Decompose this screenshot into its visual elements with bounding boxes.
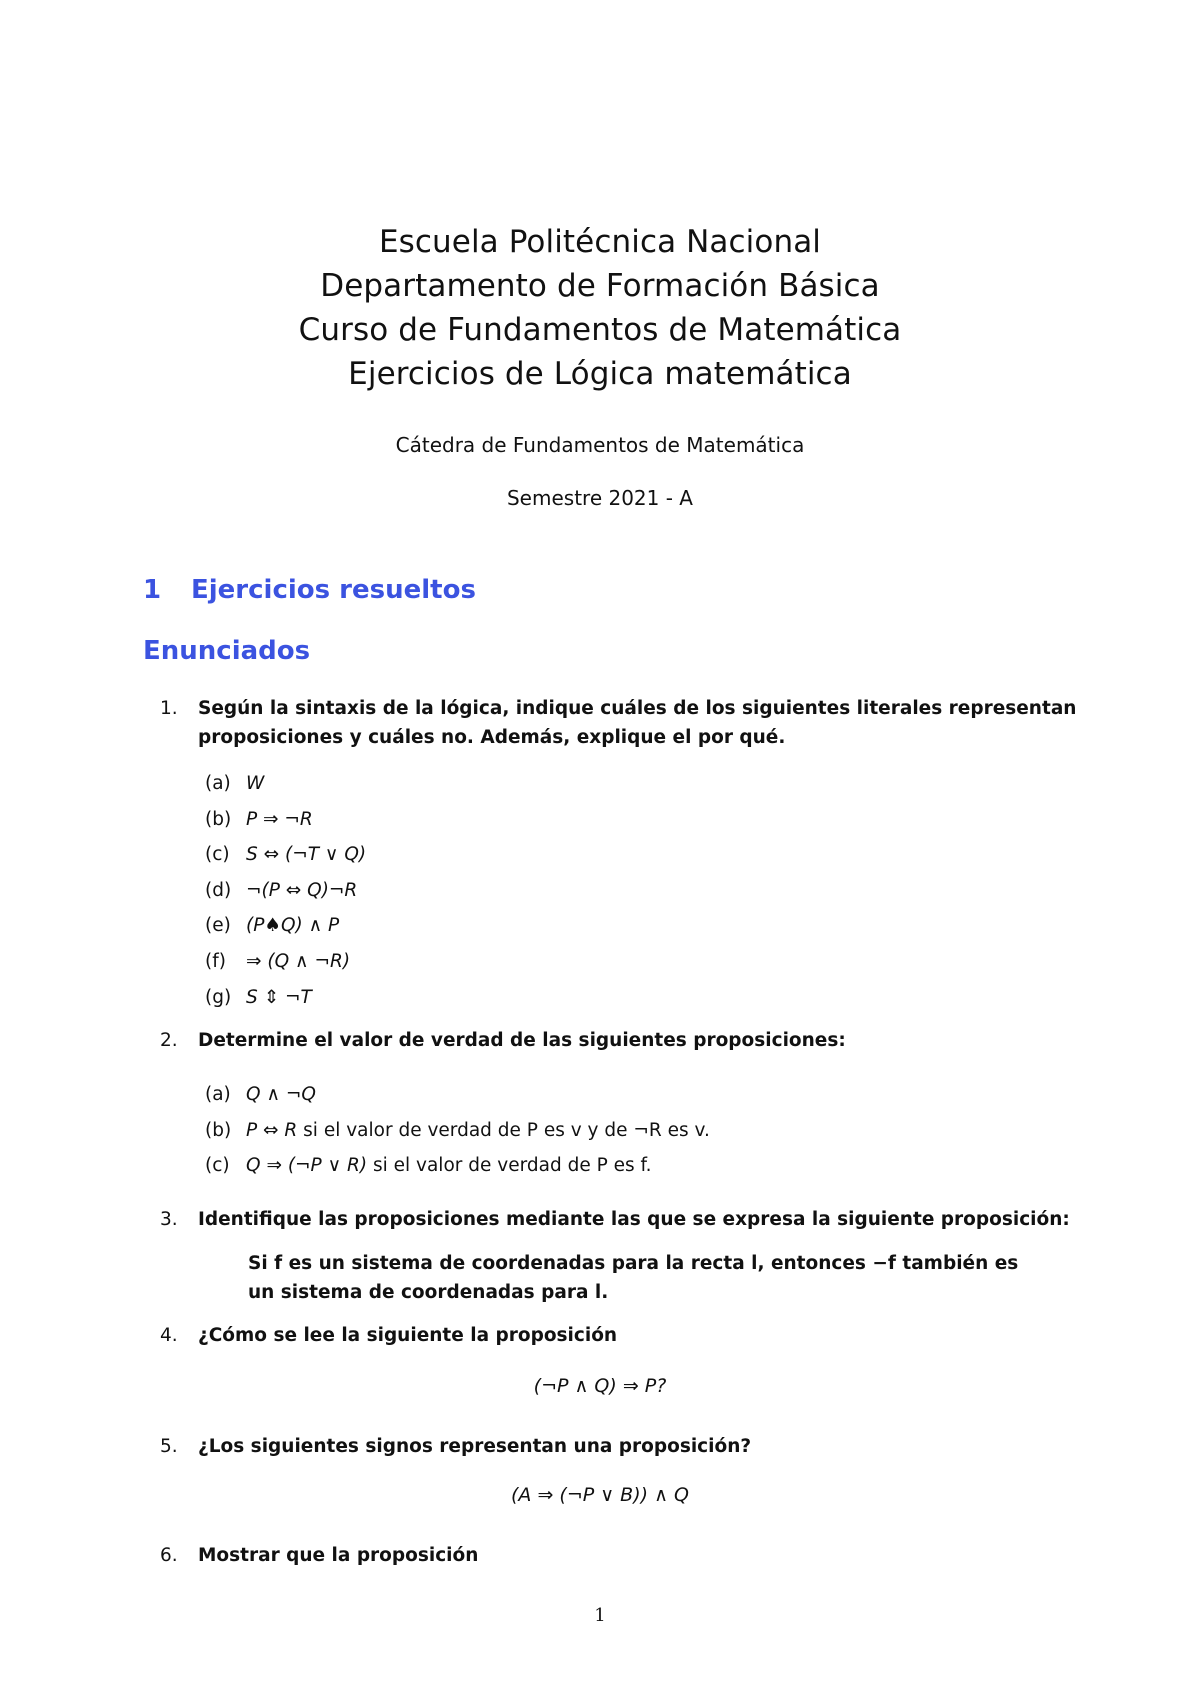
item-label: (c) <box>205 844 230 866</box>
institution-name: Escuela Politécnica Nacional <box>378 224 822 260</box>
item-expression: S ⇕ ¬T <box>246 986 312 1008</box>
exercise-number: 4. <box>160 1325 178 1346</box>
item-text: si el valor de verdad de P es v y de ¬R es v. <box>297 1119 710 1141</box>
section-number: 1 <box>143 575 162 605</box>
department-name: Departamento de Formación Básica <box>320 268 880 304</box>
exercise-4 <box>160 1321 617 1350</box>
list-item <box>205 1077 710 1113</box>
item-label: (a) <box>205 1084 231 1105</box>
title-block <box>0 220 1200 396</box>
course-name: Curso de Fundamentos de Matemática <box>298 312 902 348</box>
item-expression: W <box>246 773 265 794</box>
subsection-heading: Enunciados <box>143 636 311 666</box>
section-heading <box>143 575 476 605</box>
item-expression: ¬(P ⇔ Q)¬R <box>246 879 358 901</box>
list-item <box>205 1148 710 1184</box>
exercise-2 <box>160 1026 846 1055</box>
exercise-6 <box>160 1541 478 1570</box>
item-expression: P ⇔ R <box>246 1119 298 1141</box>
item-expression: P ⇒ ¬R <box>246 808 313 830</box>
document-title: Ejercicios de Lógica matemática <box>348 356 852 392</box>
page-number: 1 <box>594 1605 606 1626</box>
item-label: (e) <box>205 915 231 937</box>
exercise-4-formula: (¬P ∧ Q) ⇒ P? <box>533 1375 667 1397</box>
exercise-number: 1. <box>160 698 178 719</box>
exercise-1 <box>160 694 1076 723</box>
exercise-3-quote-line1: Si f es un sistema de coordenadas para la recta l, entonces −f también es <box>248 1253 1019 1274</box>
exercise-number: 3. <box>160 1209 178 1230</box>
exercise-statement: ¿Los siguientes signos representan una proposición? <box>198 1436 752 1457</box>
list-item <box>205 944 366 980</box>
exercise-3-quote-line2: un sistema de coordenadas para l. <box>248 1282 609 1303</box>
list-item <box>205 837 366 873</box>
item-label: (a) <box>205 773 231 794</box>
exercise-number: 5. <box>160 1436 178 1457</box>
exercise-1-items <box>205 766 366 1015</box>
item-label: (g) <box>205 986 232 1008</box>
exercise-3 <box>160 1205 1070 1234</box>
exercise-2-items <box>205 1077 710 1184</box>
exercise-1-statement-cont: proposiciones y cuáles no. Además, explique el por qué. <box>198 727 786 748</box>
item-expression: Q ⇒ (¬P ∨ R) <box>246 1155 368 1177</box>
item-label: (f) <box>205 950 226 972</box>
list-item <box>205 873 366 909</box>
section-title: Ejercicios resueltos <box>191 575 476 605</box>
exercise-statement: Mostrar que la proposición <box>198 1545 479 1566</box>
exercise-statement: ¿Cómo se lee la siguiente la proposición <box>198 1325 618 1346</box>
list-item <box>205 908 366 944</box>
item-expression: ⇒ (Q ∧ ¬R) <box>246 950 351 972</box>
catedra-line: Cátedra de Fundamentos de Matemática <box>395 433 805 457</box>
list-item <box>205 1113 710 1149</box>
exercise-statement: Según la sintaxis de la lógica, indique cuáles de los siguientes literales representan <box>198 698 1077 719</box>
item-label: (c) <box>205 1155 230 1177</box>
item-text: si el valor de verdad de P es f. <box>367 1155 652 1177</box>
item-expression: Q ∧ ¬Q <box>246 1084 316 1105</box>
exercise-number: 2. <box>160 1030 178 1051</box>
exercise-statement: Determine el valor de verdad de las siguientes proposiciones: <box>198 1030 846 1051</box>
exercise-statement: Identifique las proposiciones mediante las que se expresa la siguiente proposición: <box>198 1209 1070 1230</box>
exercise-5-formula: (A ⇒ (¬P ∨ B)) ∧ Q <box>511 1484 689 1506</box>
item-expression: (P♠Q) ∧ P <box>246 915 340 937</box>
exercise-5 <box>160 1432 751 1461</box>
exercise-number: 6. <box>160 1545 178 1566</box>
item-expression: S ⇔ (¬T ∨ Q) <box>246 844 367 866</box>
item-label: (b) <box>205 1119 232 1141</box>
list-item <box>205 802 366 838</box>
list-item <box>205 766 366 802</box>
list-item <box>205 980 366 1016</box>
item-label: (d) <box>205 879 232 901</box>
item-label: (b) <box>205 808 232 830</box>
semester-line: Semestre 2021 - A <box>506 486 693 510</box>
